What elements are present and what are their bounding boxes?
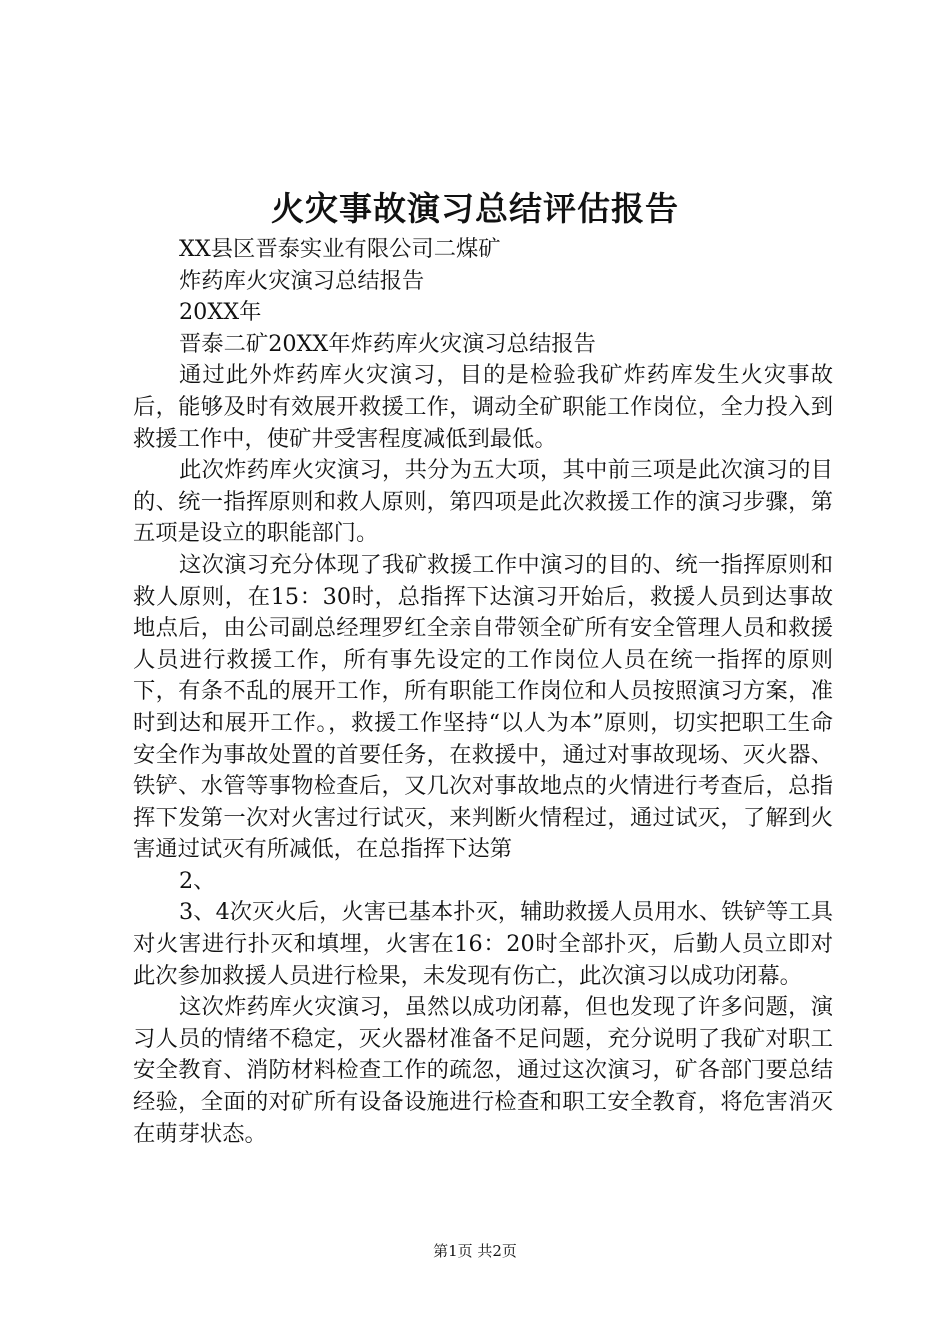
paragraph-conclusion: 这次炸药库火灾演习，虽然以成功闭幕，但也发现了许多问题，演习人员的情绪不稳定，灭火器材准备不足问题，充分说明了我矿对职工安全教育、消防材料检查工作的疏忽，通过这次演习，矿各部门要总结经验，全面的对矿所有设备设施进行检查和职工安全教育，将危害消灭在萌芽状态。: [133, 994, 833, 1147]
document-title: 火灾事故演习总结评估报告: [271, 189, 679, 228]
report-subtitle-line: 炸药库火灾演习总结报告: [179, 267, 425, 294]
paragraph-structure: 此次炸药库火灾演习，共分为五大项，其中前三项是此次演习的目的、统一指挥原则和救人原则，第四项是此次救援工作的演习步骤，第五项是设立的职能部门。: [133, 457, 833, 547]
paragraph-process: 这次演习充分体现了我矿救援工作中演习的目的、统一指挥原则和救人原则，在15：30时，总指挥下达演习开始后，救援人员到达事故地点后，由公司副总经理罗红全亲自带领全矿所有安全管理人员和救援人员进行救援工作，所有事先设定的工作岗位人员在统一指挥的原则下，有条不乱的展开工作，所有职能工作岗位和人员按照演习方案，准时到达和展开工作。，救援工作坚持“以人为本”原则，切实把职工生命安全作为事故处置的首要任务，在救援中，通过对事故现场、灭火器、铁铲、水管等事物检查后，又几次对事故地点的火情进行考查后，总指挥下发第一次对火害过行试灭，来判断火情程过，通过试灭，了解到火害通过试灭有所减低，在总指挥下达第: [133, 551, 833, 863]
page-footer: 第1页 共2页: [433, 1242, 517, 1260]
paragraph-purpose: 通过此外炸药库火灾演习，目的是检验我矿炸药库发生火灾事故后，能够及时有效展开救援工作，调动全矿职能工作岗位，全力投入到救援工作中，使矿井受害程度减低到最低。: [133, 362, 833, 452]
company-name-line: XX县区晋泰实业有限公司二煤矿: [179, 236, 501, 262]
report-year-line: 20XX年: [179, 299, 262, 326]
report-heading-line: 晋泰二矿20XX年炸药库火灾演习总结报告: [179, 330, 596, 357]
paragraph-step-2: 2、: [179, 867, 216, 894]
paragraph-step-3-4: 3、4次灭火后，火害已基本扑灭，辅助救援人员用水、铁铲等工具对火害进行扑灭和填埋，火害在16：20时全部扑灭，后勤人员立即对此次参加救援人员进行检果，未发现有伤亡，此次演习以成功闭幕。: [133, 899, 833, 989]
document-body: [133, 234, 833, 1150]
